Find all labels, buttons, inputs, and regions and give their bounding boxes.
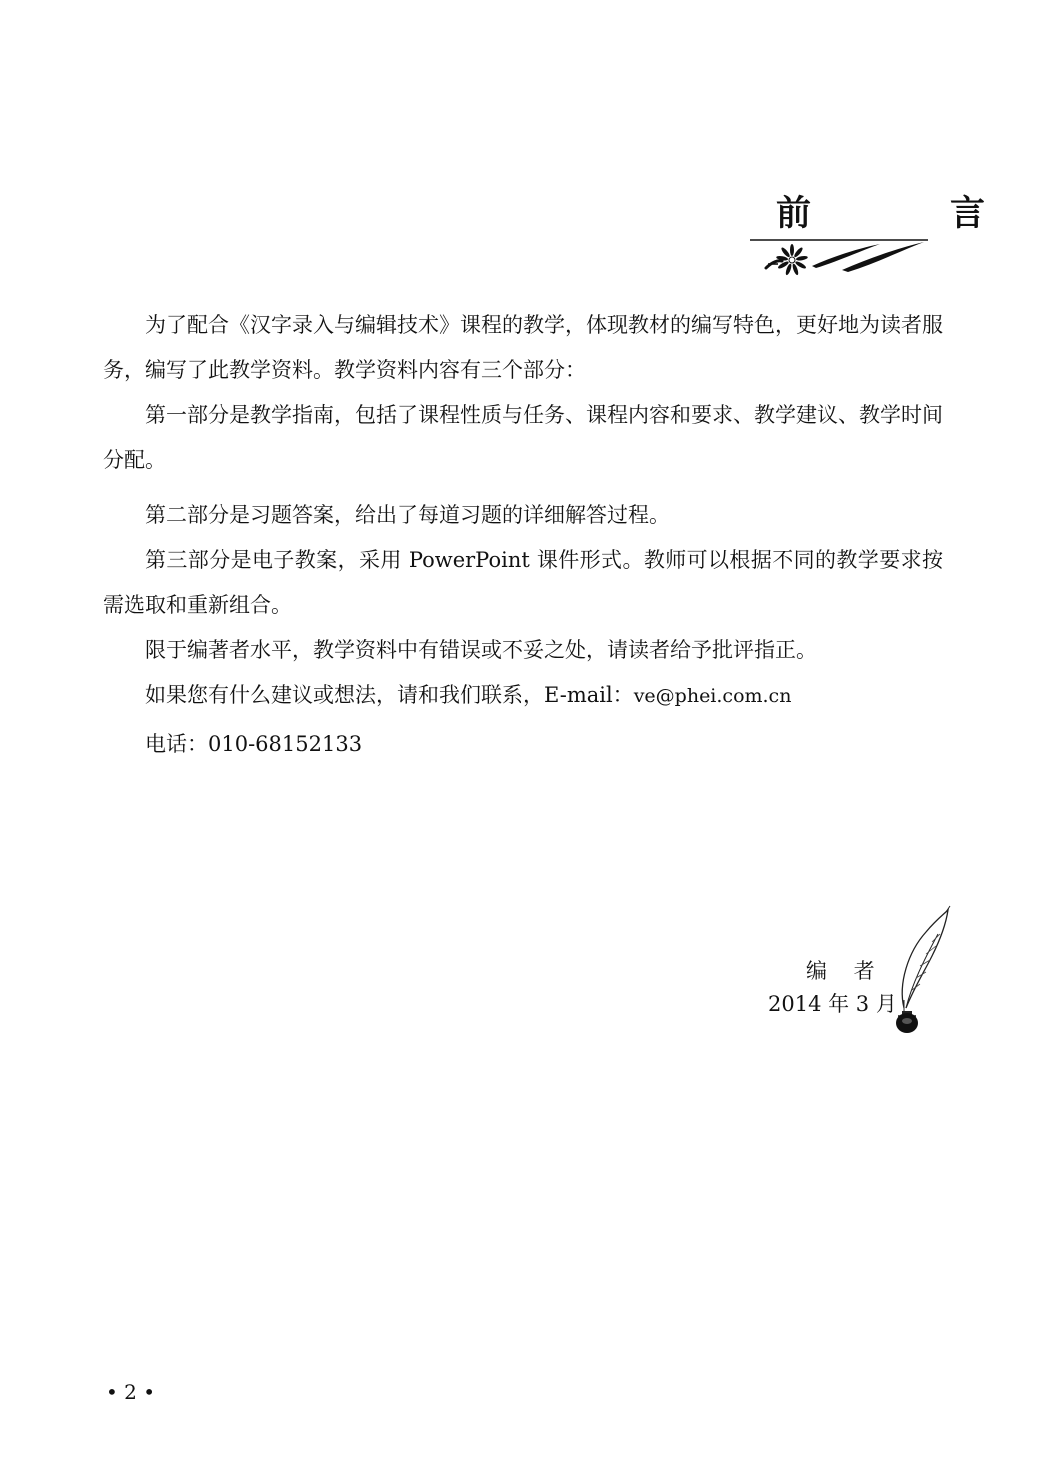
- flower-swoosh-icon: [748, 234, 930, 276]
- part1-paragraph: 第一部分是教学指南，包括了课程性质与任务、课程内容和要求、教学建议、教学时间分配。: [103, 403, 943, 472]
- intro-paragraph: 为了配合《汉字录入与编辑技术》课程的教学，体现教材的编写特色，更好地为读者服务，编写了此教学资料。教学资料内容有三个部分：: [103, 313, 943, 382]
- part2-paragraph: 第二部分是习题答案，给出了每道习题的详细解答过程。: [145, 503, 670, 527]
- contact-prefix: 如果您有什么建议或想法，请和我们联系，E-mail：: [145, 683, 634, 707]
- part3-paragraph: 第三部分是电子教案，采用 PowerPoint 课件形式。教师可以根据不同的教学要求按需选取和重新组合。: [103, 548, 943, 617]
- page-title: 前 言: [776, 194, 1038, 234]
- contact-paragraph: [103, 673, 943, 719]
- quill-inkwell-icon: [882, 904, 954, 1038]
- phone-paragraph: 电话：010-68152133: [145, 732, 363, 756]
- signature-date: 2014 年 3 月: [768, 992, 897, 1016]
- errata-paragraph: 限于编著者水平，教学资料中有错误或不妥之处，请读者给予批评指正。: [145, 638, 817, 662]
- email-address: ve@phei.com.cn: [633, 685, 792, 707]
- page-number: • 2 •: [106, 1380, 156, 1404]
- signature-author: 编 者: [806, 959, 885, 983]
